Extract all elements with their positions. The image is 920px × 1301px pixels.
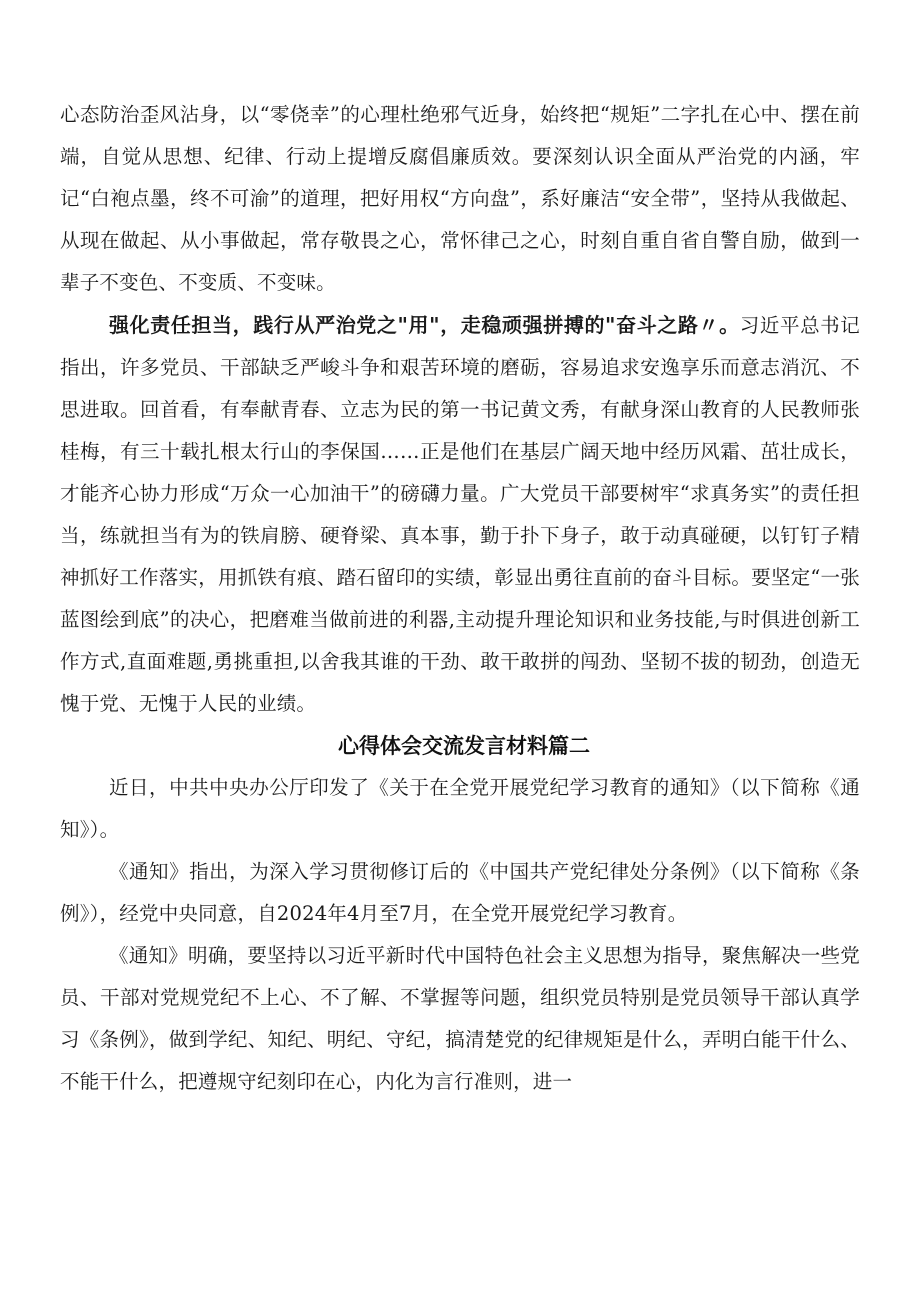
paragraph-notice-requirements: 《通知》明确，要坚持以习近平新时代中国特色社会主义思想为指导，聚焦解决一些党员、干部对党规党纪不上心、不了解、不掌握等问题，组织党员特别是党员领导干部认真学习《条例》，做到学纪、知纪、明纪、守纪，搞清楚党的纪律规矩是什么，弄明白能干什么、不能干什么，把遵规守纪刻印在心，内化为言行准则，进一 bbox=[60, 944, 860, 1093]
paragraph-body: 习近平总书记指出，许多党员、干部缺乏严峻斗争和艰苦环境的磨砺，容易追求安逸享乐而意志消沉、不思进取。回首看，有奉献青春、立志为民的第一书记黄文秀，有献身深山教育的人民教师张桂梅，有三十载扎根太行山的李保国……正是他们在基层广阔天地中经历风霜、茁壮成长，才能齐心协力形成“万众一心加油干”的磅礴力量。广大党员干部要树牢“求真务实”的责任担当，练就担当有为的铁肩膀、硬脊梁、真本事，勤于扑下身子，敢于动真碰硬，以钉钉子精神抓好工作落实，用抓铁有痕、踏石留印的实绩，彰显出勇往直前的奋斗目标。要坚定“一张蓝图绘到底”的决心，把磨难当做前进的利器,主动提升理论知识和业务技能,与时俱进创新工作方式,直面难题,勇挑重担,以舍我其谁的干劲、敢干敢拼的闯劲、坚韧不拔的韧劲，创造无愧于党、无愧于人民的业绩。 bbox=[60, 314, 860, 715]
section-title: 心得体会交流发言材料篇二 bbox=[338, 734, 590, 758]
paragraph-responsibility bbox=[60, 304, 860, 725]
paragraph-notice-purpose: 《通知》指出，为深入学习贯彻修订后的《中国共产党纪律处分条例》（以下简称《条例》），经党中央同意，自2024年4月至7月，在全党开展党纪学习教育。 bbox=[60, 860, 860, 925]
paragraph-lead-heading: 强化责任担当，践行从严治党之"用"，走稳顽强拼搏的"奋斗之路〃。 bbox=[109, 313, 740, 337]
paragraph-notice-intro: 近日，中共中央办公厅印发了《关于在全党开展党纪学习教育的通知》（以下简称《通知》）。 bbox=[60, 776, 860, 841]
paragraph-discipline-mindset: 心态防治歪风沾身，以“零侥幸”的心理杜绝邪气近身，始终把“规矩”二字扎在心中、摆在前端，自觉从思想、纪律、行动上提增反腐倡廉质效。要深刻认识全面从严治党的内涵，牢记“白袍点墨，终不可渝”的道理，把好用权“方向盘”，系好廉洁“安全带”，坚持从我做起、从现在做起、从小事做起，常存敬畏之心，常怀律己之心，时刻自重自省自警自励，做到一辈子不变色、不变质、不变味。 bbox=[60, 103, 860, 294]
document-page bbox=[60, 94, 860, 1103]
